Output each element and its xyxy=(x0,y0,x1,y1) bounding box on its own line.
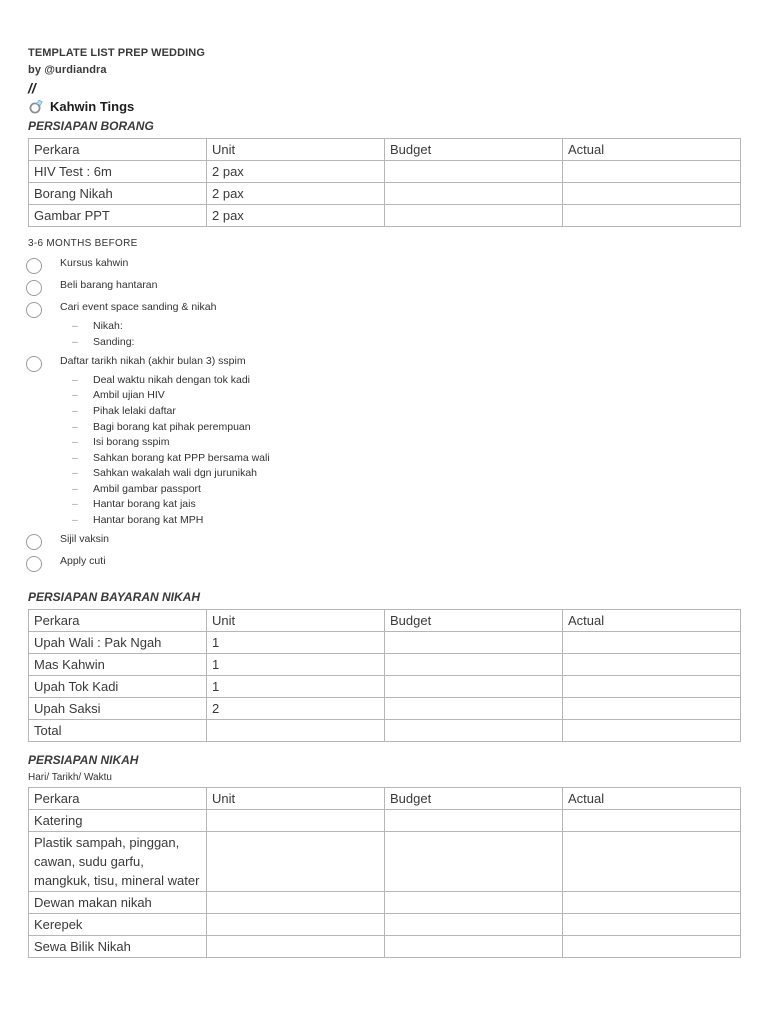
table-cell[interactable] xyxy=(563,892,741,914)
column-header: Budget xyxy=(385,610,563,632)
table-cell[interactable]: Sewa Bilik Nikah xyxy=(29,936,207,958)
table-row xyxy=(29,205,741,227)
sub-item-label: Isi borang sspim xyxy=(93,436,170,448)
sub-item: – Sanding: xyxy=(72,336,135,348)
checklist-label: Beli barang hantaran xyxy=(60,279,158,291)
table-row xyxy=(29,698,741,720)
table-cell[interactable]: 2 pax xyxy=(207,205,385,227)
table-cell[interactable]: 1 xyxy=(207,676,385,698)
table-row xyxy=(29,720,741,742)
sub-item: – Ambil gambar passport xyxy=(72,483,201,495)
table-cell[interactable]: 2 pax xyxy=(207,161,385,183)
table-cell[interactable] xyxy=(563,914,741,936)
table-cell[interactable]: HIV Test : 6m xyxy=(29,161,207,183)
table-cell[interactable] xyxy=(563,161,741,183)
table-cell[interactable]: Gambar PPT xyxy=(29,205,207,227)
table-cell[interactable] xyxy=(563,698,741,720)
months-title: 3-6 MONTHS BEFORE xyxy=(28,238,138,249)
sub-item: – Hantar borang kat jais xyxy=(72,498,196,510)
sub-item: – Nikah: xyxy=(72,320,123,332)
table-cell[interactable] xyxy=(385,720,563,742)
table-cell[interactable] xyxy=(385,936,563,958)
table-row xyxy=(29,676,741,698)
table-row xyxy=(29,810,741,832)
table-cell[interactable] xyxy=(563,632,741,654)
column-header: Perkara xyxy=(29,788,207,810)
nikah-title: PERSIAPAN NIKAH xyxy=(28,753,139,767)
table-row xyxy=(29,654,741,676)
sub-item-label: Bagi borang kat pihak perempuan xyxy=(93,421,251,433)
table-cell[interactable] xyxy=(207,720,385,742)
template-title: TEMPLATE LIST PREP WEDDING xyxy=(28,47,205,59)
table-cell[interactable]: Upah Saksi xyxy=(29,698,207,720)
nikah-subtitle: Hari/ Tarikh/ Waktu xyxy=(28,772,112,783)
table-row xyxy=(29,183,741,205)
checklist-label: Cari event space sanding & nikah xyxy=(60,301,217,313)
table-cell[interactable]: 1 xyxy=(207,632,385,654)
sub-item-label: Sahkan wakalah wali dgn jurunikah xyxy=(93,467,258,479)
checklist-label: Apply cuti xyxy=(60,555,106,567)
checkbox[interactable] xyxy=(26,556,42,572)
table-cell[interactable] xyxy=(385,183,563,205)
table-header-row xyxy=(29,139,741,161)
sub-item: – Isi borang sspim xyxy=(72,436,170,448)
table-cell[interactable] xyxy=(385,832,563,892)
separator: // xyxy=(28,80,36,96)
table-cell[interactable] xyxy=(563,183,741,205)
table-cell[interactable]: 1 xyxy=(207,654,385,676)
checklist-item[interactable] xyxy=(26,533,110,550)
ring-icon xyxy=(28,98,44,114)
table-row xyxy=(29,892,741,914)
page-heading xyxy=(28,98,134,114)
sub-item-label: Ambil gambar passport xyxy=(93,483,201,495)
table-row xyxy=(29,632,741,654)
table-cell[interactable]: Plastik sampah, pinggan, cawan, sudu garfu, mangkuk, tisu, mineral water xyxy=(29,832,207,892)
table-cell[interactable] xyxy=(563,832,741,892)
borang-title: PERSIAPAN BORANG xyxy=(28,119,154,133)
sub-item-label: Hantar borang kat jais xyxy=(93,498,196,510)
table-cell[interactable]: Dewan makan nikah xyxy=(29,892,207,914)
sub-item: – Deal waktu nikah dengan tok kadi xyxy=(72,374,251,386)
table-cell[interactable]: Kerepek xyxy=(29,914,207,936)
checklist-label: Kursus kahwin xyxy=(60,257,129,269)
table-cell[interactable]: Borang Nikah xyxy=(29,183,207,205)
checklist-item[interactable] xyxy=(26,257,129,274)
table-header-row xyxy=(29,610,741,632)
table-cell[interactable] xyxy=(385,810,563,832)
checklist-item[interactable] xyxy=(26,279,158,296)
table-cell[interactable] xyxy=(207,810,385,832)
table-cell[interactable] xyxy=(563,936,741,958)
table-cell[interactable]: Mas Kahwin xyxy=(29,654,207,676)
sub-item-label: Ambil ujian HIV xyxy=(93,389,165,401)
checklist-item[interactable] xyxy=(26,355,246,372)
table-cell[interactable] xyxy=(385,205,563,227)
bayaran-table xyxy=(28,609,741,742)
checkbox[interactable] xyxy=(26,302,42,318)
table-cell[interactable]: Total xyxy=(29,720,207,742)
sub-item-label: Deal waktu nikah dengan tok kadi xyxy=(93,374,251,386)
column-header: Perkara xyxy=(29,610,207,632)
checklist-item[interactable] xyxy=(26,555,106,572)
table-row xyxy=(29,161,741,183)
table-cell[interactable] xyxy=(385,632,563,654)
table-cell[interactable] xyxy=(563,205,741,227)
sub-item-label: Sahkan borang kat PPP bersama wali xyxy=(93,452,270,464)
table-header-row xyxy=(29,788,741,810)
table-cell[interactable] xyxy=(385,892,563,914)
sub-item-label: Pihak lelaki daftar xyxy=(93,405,176,417)
sub-item-label: Nikah: xyxy=(93,320,123,332)
column-header: Actual xyxy=(563,139,741,161)
sub-item: – Hantar borang kat MPH xyxy=(72,514,204,526)
table-row xyxy=(29,936,741,958)
borang-table xyxy=(28,138,741,227)
heading-text: Kahwin Tings xyxy=(50,98,135,114)
table-row xyxy=(29,914,741,936)
sub-item: – Pihak lelaki daftar xyxy=(72,405,176,417)
checkbox[interactable] xyxy=(26,534,42,550)
sub-item: – Bagi borang kat pihak perempuan xyxy=(72,421,251,433)
sub-item-label: Sanding: xyxy=(93,336,135,348)
nikah-table xyxy=(28,787,741,958)
table-row xyxy=(29,832,741,892)
column-header: Actual xyxy=(563,610,741,632)
column-header: Perkara xyxy=(29,139,207,161)
table-cell[interactable] xyxy=(563,676,741,698)
table-cell[interactable] xyxy=(385,161,563,183)
column-header: Budget xyxy=(385,139,563,161)
bayaran-title: PERSIAPAN BAYARAN NIKAH xyxy=(28,590,201,604)
table-cell[interactable]: Upah Wali : Pak Ngah xyxy=(29,632,207,654)
table-cell[interactable]: Upah Tok Kadi xyxy=(29,676,207,698)
table-cell[interactable] xyxy=(563,720,741,742)
checklist-item[interactable] xyxy=(26,301,217,318)
column-header: Unit xyxy=(207,139,385,161)
author-line: by @urdiandra xyxy=(28,64,107,76)
sub-item: – Sahkan wakalah wali dgn jurunikah xyxy=(72,467,258,479)
table-cell[interactable] xyxy=(385,676,563,698)
column-header: Budget xyxy=(385,788,563,810)
table-cell[interactable] xyxy=(207,914,385,936)
checklist-label: Sijil vaksin xyxy=(60,533,110,545)
table-cell[interactable]: Katering xyxy=(29,810,207,832)
checkbox[interactable] xyxy=(26,258,42,274)
sub-item-label: Hantar borang kat MPH xyxy=(93,514,204,526)
table-cell[interactable] xyxy=(207,892,385,914)
table-cell[interactable] xyxy=(385,654,563,676)
table-cell[interactable]: 2 xyxy=(207,698,385,720)
table-cell[interactable]: 2 pax xyxy=(207,183,385,205)
table-cell[interactable] xyxy=(207,936,385,958)
column-header: Actual xyxy=(563,788,741,810)
checkbox[interactable] xyxy=(26,280,42,296)
column-header: Unit xyxy=(207,788,385,810)
table-cell[interactable] xyxy=(563,654,741,676)
table-cell[interactable] xyxy=(563,810,741,832)
checklist-label: Daftar tarikh nikah (akhir bulan 3) sspim xyxy=(60,355,246,367)
table-cell[interactable] xyxy=(385,914,563,936)
table-cell[interactable] xyxy=(207,832,385,892)
column-header: Unit xyxy=(207,610,385,632)
sub-item: – Sahkan borang kat PPP bersama wali xyxy=(72,452,270,464)
table-cell[interactable] xyxy=(385,698,563,720)
sub-item: – Ambil ujian HIV xyxy=(72,389,165,401)
checkbox[interactable] xyxy=(26,356,42,372)
